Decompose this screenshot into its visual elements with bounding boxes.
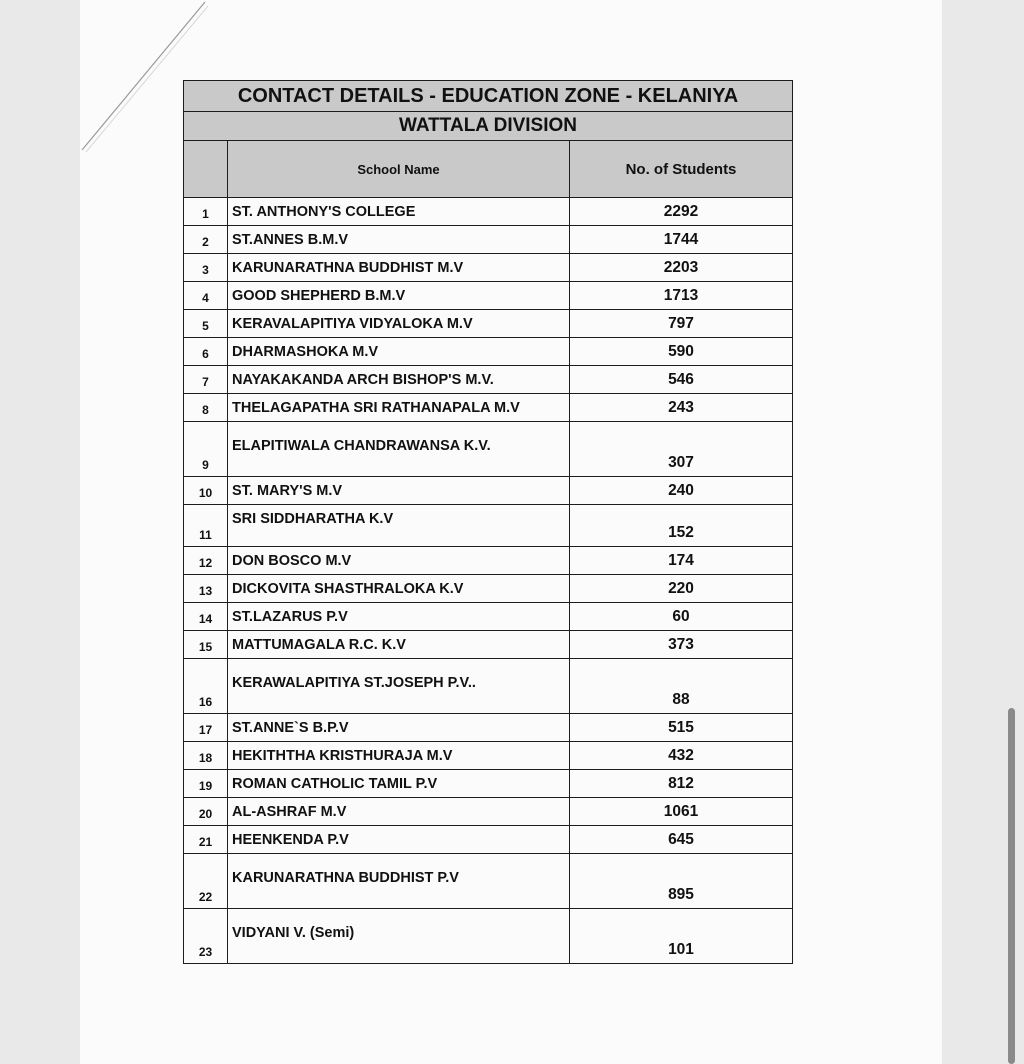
table-row [184, 714, 793, 742]
row-number: 22 [184, 854, 228, 909]
school-name-cell: KERAWALAPITIYA ST.JOSEPH P.V.. [228, 659, 570, 714]
table-row [184, 742, 793, 770]
student-count-cell: 432 [570, 742, 793, 770]
school-name-cell: SRI SIDDHARATHA K.V [228, 505, 570, 547]
school-name-cell: ST. MARY'S M.V [228, 477, 570, 505]
school-name-cell: ST.LAZARUS P.V [228, 603, 570, 631]
school-name-cell: DICKOVITA SHASTHRALOKA K.V [228, 575, 570, 603]
student-count-cell: 60 [570, 603, 793, 631]
row-number: 16 [184, 659, 228, 714]
school-name-cell: HEENKENDA P.V [228, 826, 570, 854]
table-row [184, 505, 793, 547]
school-name-cell: ELAPITIWALA CHANDRAWANSA K.V. [228, 422, 570, 477]
table-row [184, 770, 793, 798]
school-name-cell: AL-ASHRAF M.V [228, 798, 570, 826]
student-count-cell: 812 [570, 770, 793, 798]
student-count-cell: 1744 [570, 226, 793, 254]
student-count-cell: 307 [570, 422, 793, 477]
school-name-cell: KARUNARATHNA BUDDHIST P.V [228, 854, 570, 909]
row-number: 9 [184, 422, 228, 477]
row-number: 11 [184, 505, 228, 547]
student-count-cell: 1713 [570, 282, 793, 310]
school-name-cell: MATTUMAGALA R.C. K.V [228, 631, 570, 659]
row-number: 6 [184, 338, 228, 366]
table-row [184, 226, 793, 254]
school-name-cell: ST.ANNES B.M.V [228, 226, 570, 254]
table-row [184, 477, 793, 505]
table-row [184, 547, 793, 575]
table-row [184, 422, 793, 477]
school-name-cell: NAYAKAKANDA ARCH BISHOP'S M.V. [228, 366, 570, 394]
student-count-cell: 645 [570, 826, 793, 854]
student-count-cell: 546 [570, 366, 793, 394]
school-name-cell: DHARMASHOKA M.V [228, 338, 570, 366]
row-number: 18 [184, 742, 228, 770]
row-number: 12 [184, 547, 228, 575]
student-count-cell: 373 [570, 631, 793, 659]
student-count-cell: 1061 [570, 798, 793, 826]
table-row [184, 282, 793, 310]
table-row [184, 366, 793, 394]
student-count-cell: 2203 [570, 254, 793, 282]
school-name-cell: KARUNARATHNA BUDDHIST M.V [228, 254, 570, 282]
row-number: 17 [184, 714, 228, 742]
row-number: 10 [184, 477, 228, 505]
school-name-cell: VIDYANI V. (Semi) [228, 909, 570, 964]
student-count-cell: 88 [570, 659, 793, 714]
school-name-cell: KERAVALAPITIYA VIDYALOKA M.V [228, 310, 570, 338]
school-name-cell: THELAGAPATHA SRI RATHANAPALA M.V [228, 394, 570, 422]
row-number: 20 [184, 798, 228, 826]
row-number: 19 [184, 770, 228, 798]
table-row [184, 659, 793, 714]
student-count-cell: 152 [570, 505, 793, 547]
student-count-cell: 590 [570, 338, 793, 366]
document-subtitle: WATTALA DIVISION [184, 112, 793, 141]
row-number: 3 [184, 254, 228, 282]
table-row [184, 631, 793, 659]
student-count-cell: 101 [570, 909, 793, 964]
document-title: CONTACT DETAILS - EDUCATION ZONE - KELANIYA [184, 81, 793, 112]
student-count-cell: 515 [570, 714, 793, 742]
column-header-index [184, 141, 228, 198]
row-number: 7 [184, 366, 228, 394]
student-count-cell: 240 [570, 477, 793, 505]
table-row [184, 909, 793, 964]
table-row [184, 854, 793, 909]
student-count-cell: 895 [570, 854, 793, 909]
table-row [184, 575, 793, 603]
contact-details-table [183, 80, 793, 964]
table-row [184, 394, 793, 422]
student-count-cell: 2292 [570, 198, 793, 226]
table-body [184, 198, 793, 964]
school-name-cell: ROMAN CATHOLIC TAMIL P.V [228, 770, 570, 798]
school-name-cell: HEKITHTHA KRISTHURAJA M.V [228, 742, 570, 770]
table-row [184, 310, 793, 338]
row-number: 13 [184, 575, 228, 603]
row-number: 1 [184, 198, 228, 226]
student-count-cell: 797 [570, 310, 793, 338]
table-row [184, 198, 793, 226]
row-number: 15 [184, 631, 228, 659]
school-name-cell: ST. ANTHONY'S COLLEGE [228, 198, 570, 226]
column-header-students: No. of Students [570, 141, 793, 198]
scrollbar-thumb[interactable] [1008, 708, 1015, 1064]
column-header-school-name: School Name [228, 141, 570, 198]
table-row [184, 254, 793, 282]
student-count-cell: 174 [570, 547, 793, 575]
row-number: 23 [184, 909, 228, 964]
school-name-cell: GOOD SHEPHERD B.M.V [228, 282, 570, 310]
student-count-cell: 220 [570, 575, 793, 603]
row-number: 2 [184, 226, 228, 254]
row-number: 4 [184, 282, 228, 310]
table-row [184, 826, 793, 854]
school-name-cell: ST.ANNE`S B.P.V [228, 714, 570, 742]
school-name-cell: DON BOSCO M.V [228, 547, 570, 575]
row-number: 14 [184, 603, 228, 631]
table-row [184, 603, 793, 631]
row-number: 21 [184, 826, 228, 854]
table-row [184, 798, 793, 826]
row-number: 5 [184, 310, 228, 338]
student-count-cell: 243 [570, 394, 793, 422]
row-number: 8 [184, 394, 228, 422]
table-row [184, 338, 793, 366]
